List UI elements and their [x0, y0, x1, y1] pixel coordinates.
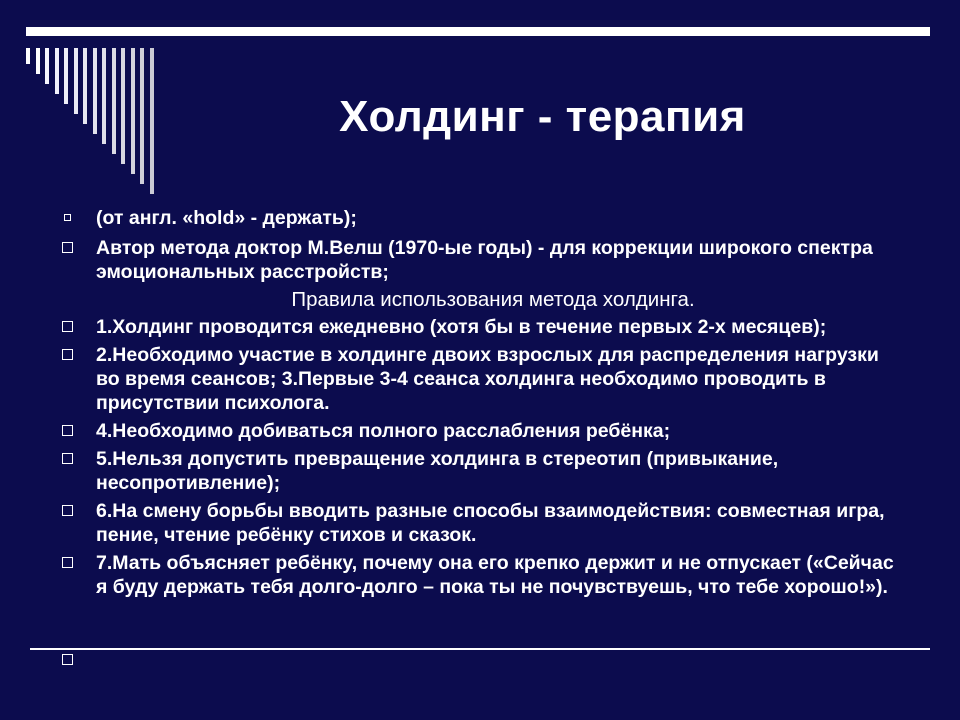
bottom-rule	[30, 648, 930, 650]
list-item	[58, 551, 898, 599]
list-item	[58, 343, 898, 415]
list-item-text: 7.Мать объясняет ребёнку, почему она его крепко держит и не отпускает («Сейчас я буду держать тебя долго-долго – пока ты не почувствуешь, что тебе хорошо!»).	[96, 552, 894, 598]
small-square-bullet-icon	[64, 214, 71, 221]
square-bullet-icon	[62, 349, 73, 360]
list-item	[58, 447, 898, 495]
list-item	[58, 236, 898, 284]
list-item	[58, 206, 898, 230]
decorative-stripe	[26, 48, 30, 64]
decorative-stripe	[36, 48, 40, 74]
square-bullet-icon	[62, 505, 73, 516]
square-bullet-icon	[62, 425, 73, 436]
list-item-text: 2.Необходимо участие в холдинге двоих взрослых для распределения нагрузки во время сеансов; 3.Первые 3-4 сеанса холдинга необходимо проводить в присутствии психолога.	[96, 344, 879, 414]
square-bullet-icon	[62, 557, 73, 568]
list-item-text: 5.Нельзя допустить превращение холдинга в стереотип (привыкание, несопротивление);	[96, 448, 779, 494]
list-item-text: Автор метода доктор М.Велш (1970-ые годы) - для коррекции широкого спектра эмоциональных расстройств;	[96, 237, 873, 283]
square-bullet-icon	[62, 321, 73, 332]
list-item-text: 6.На смену борьбы вводить разные способы взаимодействия: совместная игра, пение, чтение ребёнку стихов и сказок.	[96, 500, 885, 546]
decorative-stripe	[45, 48, 49, 84]
list-item-text: 1.Холдинг проводится ежедневно (хотя бы в течение первых 2-х месяцев);	[96, 316, 827, 338]
decorative-stripe	[55, 48, 59, 94]
list-item-text: 4.Необходимо добиваться полного расслабления ребёнка;	[96, 420, 671, 442]
square-bullet-icon	[62, 453, 73, 464]
square-bullet-icon	[62, 242, 73, 253]
list-item	[58, 419, 898, 443]
list-item	[58, 499, 898, 547]
list-item	[58, 315, 898, 339]
slide-title: Холдинг - терапия	[339, 92, 746, 141]
empty-square-bullet-icon	[62, 654, 73, 665]
list-item-text: (от англ. «hold» - держать);	[96, 207, 357, 229]
rules-heading: Правила использования метода холдинга.	[291, 288, 695, 311]
slide-body	[58, 206, 898, 603]
